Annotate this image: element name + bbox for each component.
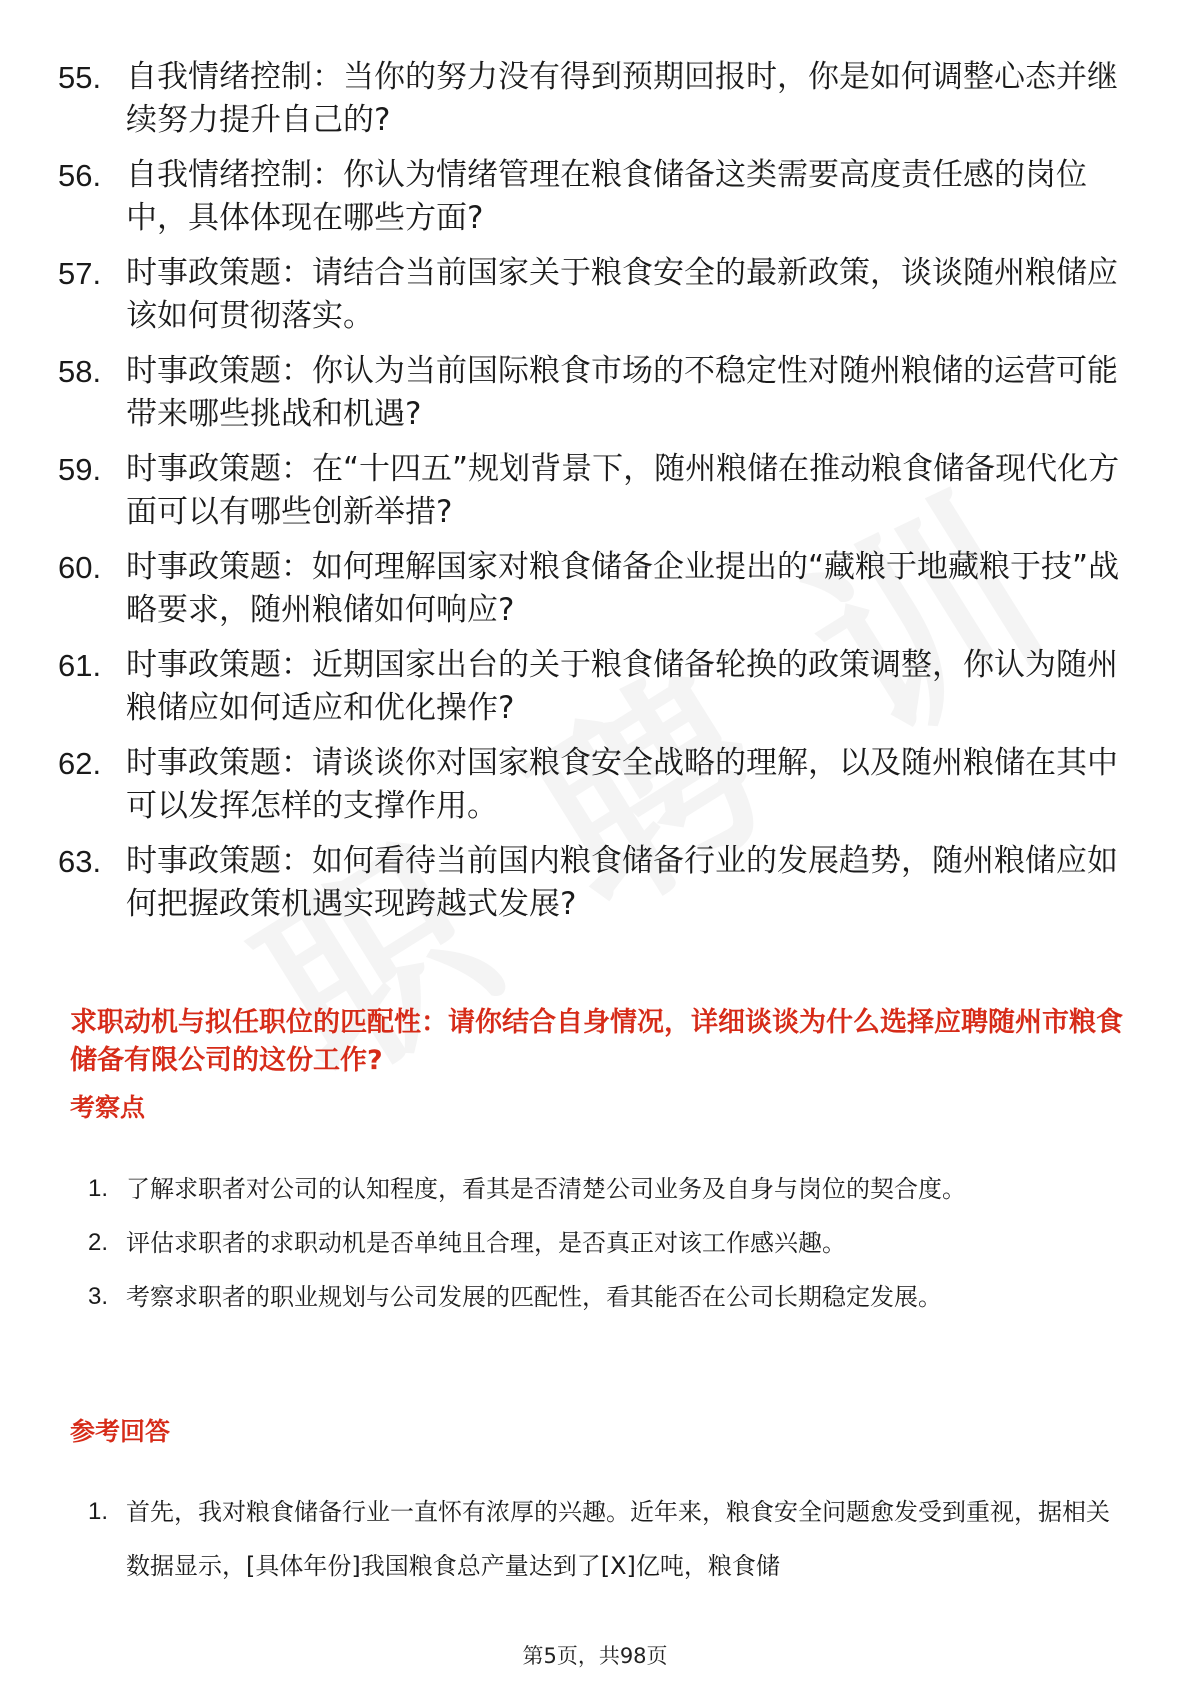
question-number: 63. (58, 844, 102, 879)
question-item (58, 644, 1138, 730)
question-number: 60. (58, 550, 102, 585)
question-text: 时事政策题：在“十四五”规划背景下，随州粮储在推动粮食储备现代化方面可以有哪些创新举措? (126, 451, 1120, 530)
question-text: 时事政策题：如何理解国家对粮食储备企业提出的“藏粮于地藏粮于技”战略要求，随州粮储如何响应? (126, 549, 1120, 628)
list-text: 了解求职者对公司的认知程度，看其是否清楚公司业务及自身与岗位的契合度。 (126, 1175, 966, 1203)
question-text: 时事政策题：近期国家出台的关于粮食储备轮换的政策调整，你认为随州粮储应如何适应和优化操作? (126, 647, 1118, 726)
question-item (58, 56, 1138, 142)
question-text: 自我情绪控制：你认为情绪管理在粮食储备这类需要高度责任感的岗位中，具体体现在哪些方面? (126, 157, 1087, 236)
question-number: 61. (58, 648, 102, 683)
list-item (70, 1216, 1130, 1270)
question-text: 时事政策题：请结合当前国家关于粮食安全的最新政策，谈谈随州粮储应该如何贯彻落实。 (126, 255, 1118, 334)
question-number: 57. (58, 256, 102, 291)
question-number: 62. (58, 746, 102, 781)
question-text: 自我情绪控制：当你的努力没有得到预期回报时，你是如何调整心态并继续努力提升自己的? (126, 59, 1118, 138)
list-item (70, 1485, 1130, 1593)
list-number: 1. (88, 1498, 109, 1525)
question-number: 56. (58, 158, 102, 193)
list-text: 考察求职者的职业规划与公司发展的匹配性，看其能否在公司长期稳定发展。 (126, 1283, 942, 1311)
question-text: 时事政策题：如何看待当前国内粮食储备行业的发展趋势，随州粮储应如何把握政策机遇实现跨越式发展? (126, 843, 1118, 922)
list-text: 评估求职者的求职动机是否单纯且合理，是否真正对该工作感兴趣。 (126, 1229, 846, 1257)
question-text: 时事政策题：请谈谈你对国家粮食安全战略的理解，以及随州粮储在其中可以发挥怎样的支撑作用。 (126, 745, 1118, 824)
list-number: 3. (88, 1283, 109, 1310)
points-heading: 考察点 (70, 1093, 146, 1122)
question-number: 55. (58, 60, 102, 95)
page-footer: 第5页，共98页 (522, 1644, 668, 1668)
question-list (58, 56, 1138, 938)
question-item (58, 154, 1138, 240)
list-text: 首先，我对粮食储备行业一直怀有浓厚的兴趣。近年来，粮食安全问题愈发受到重视，据相关数据显示，[具体年份]我国粮食总产量达到了[X]亿吨，粮食储 (126, 1498, 1110, 1580)
list-number: 1. (88, 1175, 109, 1202)
list-item (70, 1162, 1130, 1216)
question-number: 59. (58, 452, 102, 487)
question-item (58, 350, 1138, 436)
question-item (58, 448, 1138, 534)
question-item (58, 840, 1138, 926)
question-item (58, 546, 1138, 632)
points-list (70, 1162, 1130, 1324)
answer-list (70, 1485, 1130, 1593)
list-item (70, 1270, 1130, 1324)
question-item (58, 252, 1138, 338)
question-number: 58. (58, 354, 102, 389)
question-text: 时事政策题：你认为当前国际粮食市场的不稳定性对随州粮储的运营可能带来哪些挑战和机遇? (126, 353, 1118, 432)
list-number: 2. (88, 1229, 109, 1256)
section-title: 求职动机与拟任职位的匹配性：请你结合自身情况，详细谈谈为什么选择应聘随州市粮食储备有限公司的这份工作? (70, 1007, 1123, 1076)
answer-heading: 参考回答 (70, 1417, 171, 1446)
question-item (58, 742, 1138, 828)
